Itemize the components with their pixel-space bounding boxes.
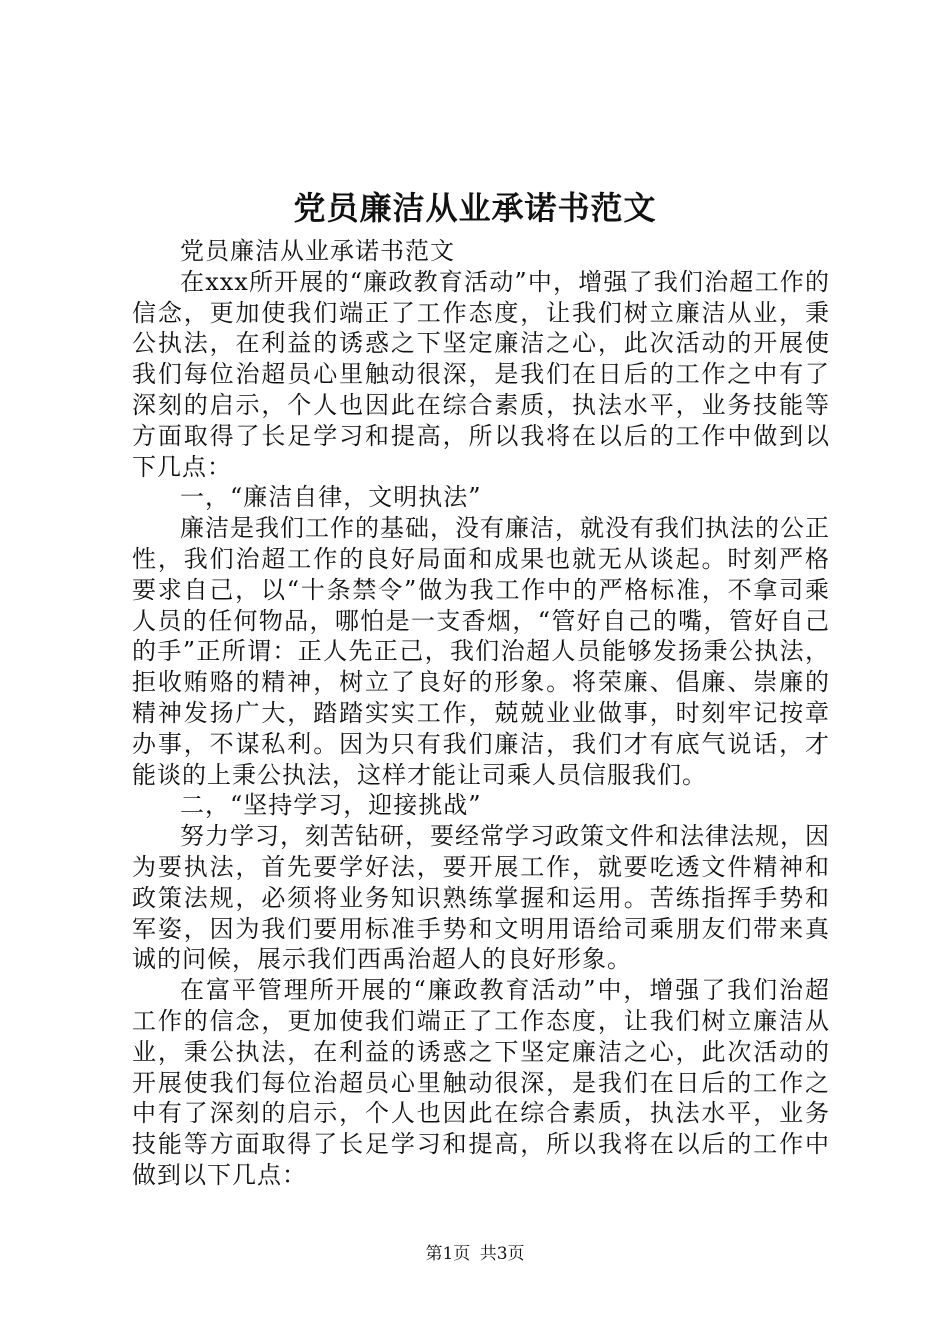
paragraph-intro: 在xxx所开展的“廉政教育活动”中，增强了我们治超工作的信念，更加使我们端正了工作态度，让我们树立廉洁从业，秉公执法，在利益的诱惑之下坚定廉洁之心，此次活动的开展使我们每位治超员心里触动很深，是我们在日后的工作之中有了深刻的启示，个人也因此在综合素质，执法水平，业务技能等方面取得了长足学习和提高，所以我将在以后的工作中做到以下几点： xyxy=(132,267,830,481)
page-number: 第1页 xyxy=(425,1244,471,1264)
paragraph-repeat: 在富平管理所开展的“廉政教育活动”中，增强了我们治超工作的信念，更加使我们端正了工作态度，让我们树立廉洁从业，秉公执法，在利益的诱惑之下坚定廉洁之心，此次活动的开展使我们每位治超员心里触动很深，是我们在日后的工作之中有了深刻的启示，个人也因此在综合素质，执法水平，业务技能等方面取得了长足学习和提高，所以我将在以后的工作中做到以下几点： xyxy=(132,976,830,1189)
section-heading-2: 二，“坚持学习，迎接挑战” xyxy=(180,791,482,820)
document-body xyxy=(132,236,830,1191)
document-title: 党员廉洁从业承诺书范文 xyxy=(293,189,657,227)
page-total: 共3页 xyxy=(479,1244,525,1264)
paragraph-section-2: 努力学习，刻苦钻研，要经常学习政策文件和法律法规，因为要执法，首先要学好法，要开展工作，就要吃透文件精神和政策法规，必须将业务知识熟练掌握和运用。苦练指挥手势和军姿，因为我们要用标准手势和文明用语给司乘朋友们带来真诚的问候，展示我们西禹治超人的良好形象。 xyxy=(132,822,830,974)
section-heading-1: 一，“廉洁自律，文明执法” xyxy=(180,483,482,512)
body-heading: 党员廉洁从业承诺书范文 xyxy=(180,237,455,265)
page-footer xyxy=(0,1242,950,1266)
paragraph-section-1: 廉洁是我们工作的基础，没有廉洁，就没有我们执法的公正性，我们治超工作的良好局面和成果也就无从谈起。时刻严格要求自己，以“十条禁令”做为我工作中的严格标准，不拿司乘人员的任何物品，哪怕是一支香烟，“管好自己的嘴，管好自己的手”正所谓：正人先正己，我们治超人员能够发扬秉公执法，拒收贿赂的精神，树立了良好的形象。将荣廉、倡廉、崇廉的精神发扬广大，踏踏实实工作，兢兢业业做事，时刻牢记按章办事，不谋私利。因为只有我们廉洁，我们才有底气说话，才能谈的上秉公执法，这样才能让司乘人员信服我们。 xyxy=(132,514,830,789)
